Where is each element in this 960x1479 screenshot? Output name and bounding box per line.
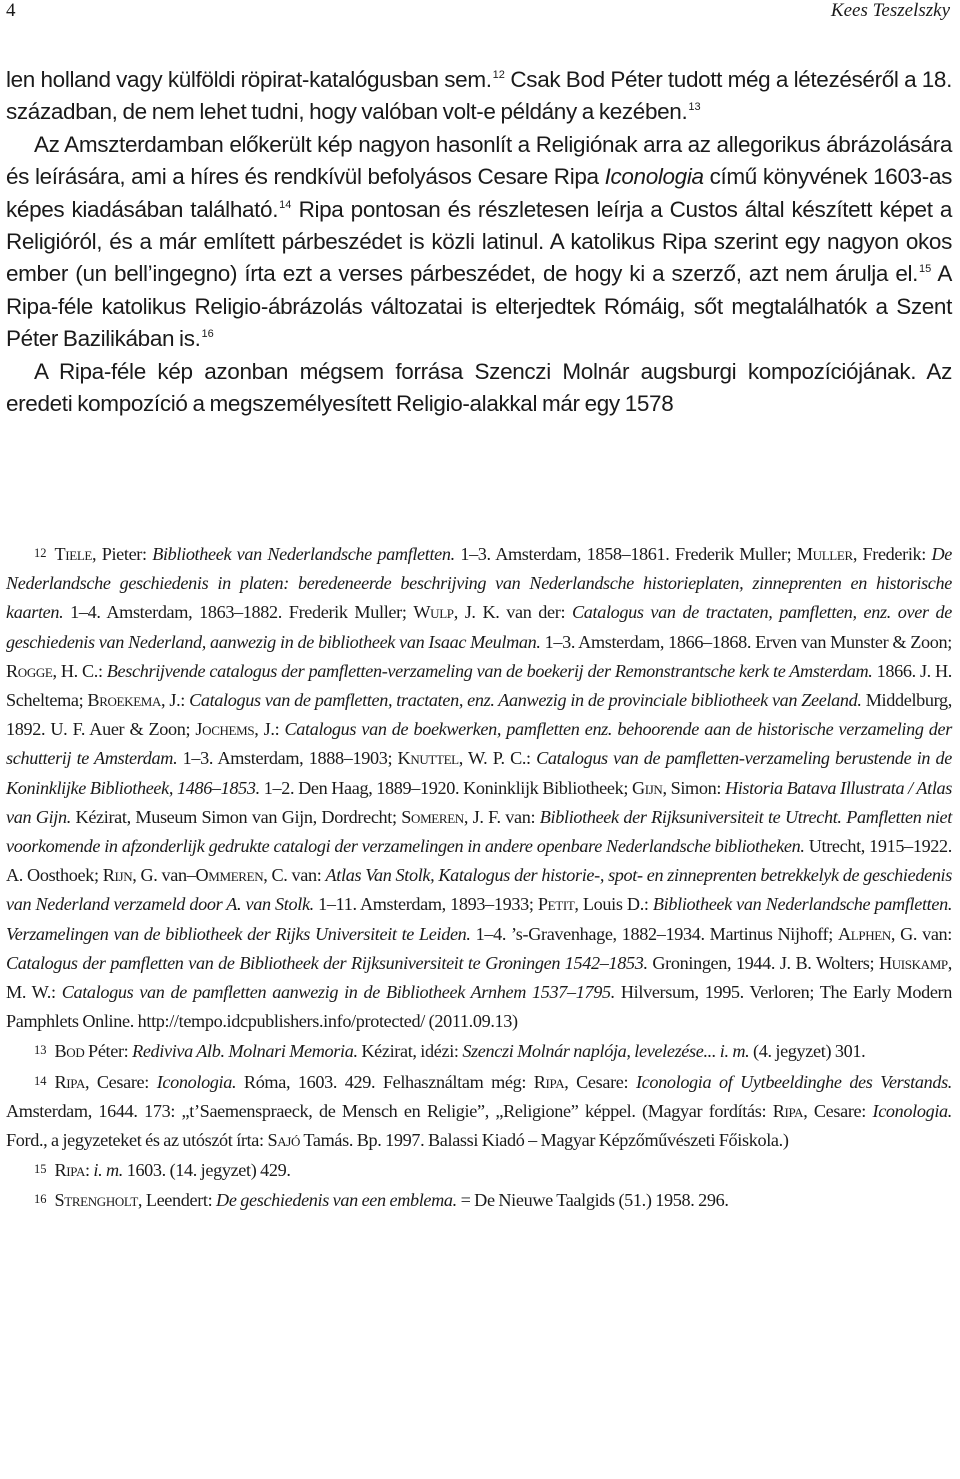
footnote-number: 13: [34, 1043, 47, 1058]
citation-title: Historia Batava Illustrata / Atlas van Gijn.: [6, 777, 953, 827]
citation-title: Bibliotheek van Nederlandsche pamfletten. Verzamelingen van de bibliotheek der Rijks Universiteit te Leiden.: [6, 894, 953, 944]
citation-text: , H. C.:: [52, 660, 107, 681]
footnote-number: 16: [34, 1192, 47, 1207]
citation-text: , Simon:: [662, 777, 725, 798]
citation-title: Catalogus van de pamfletten aanwezig in de Bibliotheek Arnhem 1537–1795.: [61, 982, 615, 1003]
citation-text: 1–4. ’s-Gravenhage, 1882–1934. Martinus Nijhoff;: [470, 923, 838, 944]
citation-text: , Cesare:: [564, 1071, 636, 1092]
footnote-13: [6, 1036, 952, 1066]
citation-text: Groningen, 1944. J. B. Wolters;: [647, 952, 879, 973]
body-text-run: című könyvének 1603-as képes kiadásában található.: [6, 164, 953, 222]
citation-text: 1–11. Amsterdam, 1893–1933;: [313, 894, 538, 915]
citation-title: Szenczi Molnár naplója, levelezése... i. m.: [462, 1041, 750, 1062]
citation-title: De geschiedenis van een emblema.: [216, 1190, 457, 1211]
citation-title: i. m.: [93, 1160, 123, 1181]
running-head: Kees Teszelszky: [830, 0, 950, 21]
citation-text: Róma, 1603. 429. Felhasználtam még:: [236, 1071, 534, 1092]
citation-text: , Cesare:: [803, 1100, 873, 1121]
citation-text: , W. P. C.:: [458, 748, 537, 769]
citation-text: Hilversum, 1995. Verloren; The Early Modern Pamphlets Online. http://tempo.idcpublishers.info/protected/ (2011.09.13): [6, 982, 952, 1032]
footnote-12: [6, 539, 952, 1036]
body-text-run: Csak Bod Péter tudott még a létezéséről a 18. században, de nem lehet tudni, hogy valóban volt-e példány a kezében.: [6, 67, 952, 125]
citation-text: Kézirat, Museum Simon van Gijn, Dordrecht;: [70, 806, 402, 827]
citation-title: De Nederlandsche geschiedenis in platen: beredeneerde beschrijving van Nederlandsche historieplaten, zinneprenten en historische kaarten.: [6, 544, 952, 623]
author-name: Ripa: [772, 1100, 804, 1121]
citation-text: , C. van:: [263, 865, 326, 886]
author-name: Gijn: [631, 777, 663, 798]
citation-text: Ford., a jegyzeteket és az utószót írta:: [6, 1130, 268, 1151]
citation-text: 1–2. Den Haag, 1889–1920. Koninklijk Bibliotheek;: [259, 777, 632, 798]
author-name: Someren: [401, 806, 464, 827]
body-text-run: A Ripa-féle kép azonban mégsem forrása Szenczi Molnár augsburgi kompozíciójának. Az eredeti kompozíció a megszemélyesített Religio-alakkal már egy 1578: [6, 358, 952, 417]
citation-text: , Leendert:: [137, 1190, 217, 1211]
citation-title: Catalogus van de pamfletten-verzameling berustende in de Koninklijke Bibliotheek, 1486–1853.: [6, 748, 952, 798]
author-name: Tiele: [54, 544, 93, 564]
author-name: Knuttel: [397, 748, 459, 769]
citation-title: Atlas Van Stolk, Katalogus der historie-, spot- en zinneprenten betrekkelyk de geschiedenis van Nederland verzameld door A. van Stolk.: [6, 865, 952, 915]
citation-title: Bibliotheek van Nederlandsche pamfletten.: [152, 544, 455, 564]
citation-text: Péter:: [84, 1041, 133, 1062]
citation-text: , J.:: [254, 719, 285, 740]
author-name: Huiskamp: [878, 952, 948, 973]
paragraph: [6, 64, 952, 129]
citation-text: , Cesare:: [85, 1071, 157, 1092]
citation-text: 1603. (14. jegyzet) 429.: [123, 1160, 291, 1181]
citation-text: , J.:: [161, 690, 190, 711]
author-name: Rijn: [102, 865, 133, 886]
citation-text: , J. K. van der:: [453, 602, 572, 623]
citation-text: :: [85, 1160, 94, 1181]
footnote-ref[interactable]: 15: [919, 263, 932, 276]
book-title: Iconologia: [604, 164, 704, 190]
citation-text: 1866. J. H. Scheltema;: [6, 660, 953, 711]
author-name: Jochems: [195, 719, 255, 740]
author-name: Wulp: [413, 602, 454, 623]
citation-text: 1–3. Amsterdam, 1888–1903;: [177, 748, 398, 769]
page-number: 4: [6, 0, 16, 21]
footnote-number: 12: [34, 546, 47, 560]
author-name: Ripa: [54, 1071, 85, 1092]
citation-title: Iconologia.: [872, 1100, 952, 1121]
footnote-ref[interactable]: 12: [492, 69, 505, 81]
footnote-14: [6, 1067, 952, 1156]
body-text-run: Az Amszterdamban előkerült kép nagyon hasonlít a Religiónak arra az allegorikus ábrázolására és leírására, ami a híres és rendkívül befolyásos Cesare Ripa: [6, 131, 952, 190]
paragraph: [6, 129, 952, 356]
author-name: Muller: [796, 544, 853, 564]
citation-title: Beschrijvende catalogus der pamfletten-verzameling van de boekerij der Remonstrantsche kerk te Amsterdam.: [106, 660, 873, 681]
body-text-run: Ripa pontosan és részletesen leírja a Custos által készített képet a Religióról, és a már említett párbeszédet is közli latinul. A katolikus Ripa szerint egy nagyon okos ember (un bell’ingegno) írta ezt a verses párbeszédet, de hogy ki a szerző, azt nem árulja el.: [6, 196, 952, 287]
citation-text: 1–4. Amsterdam, 1863–1882. Frederik Muller;: [63, 602, 414, 623]
footnote-16: [6, 1185, 952, 1215]
footnote-ref[interactable]: 16: [201, 328, 214, 341]
author-name: Ripa: [54, 1160, 85, 1181]
citation-text: Utrecht, 1915–1922. A. Oosthoek;: [6, 836, 952, 886]
citation-title: Catalogus van de pamfletten, tractaten, enz. Aanwezig in de provinciale bibliotheek van Zeeland.: [189, 690, 862, 711]
citation-text: , Frederik:: [852, 544, 932, 564]
citation-text: Tamás. Bp. 1997. Balassi Kiadó – Magyar Képzőművészeti Főiskola.): [300, 1130, 789, 1151]
author-name: Broekema: [87, 690, 162, 711]
citation-title: Bibliotheek der Rijksuniversiteit te Utrecht. Pamfletten niet voorkomende in afzonderlijk gedrukte catalogi der verzamelingen in andere openbare Nederlandsche bibliotheken.: [6, 806, 952, 857]
citation-text: 1–3. Amsterdam, 1866–1868. Erven van Munster & Zoon;: [540, 631, 952, 652]
citation-text: , G. van–: [132, 865, 196, 886]
citation-text: , J. F. van:: [463, 806, 540, 827]
footnote-number: 14: [34, 1073, 47, 1088]
citation-text: , Pieter:: [92, 544, 153, 564]
body-text-run: len holland vagy külföldi röpirat-katalógusban sem.: [6, 67, 492, 92]
footnote-15: [6, 1155, 952, 1185]
page-header: [6, 0, 954, 24]
citation-text: Kézirat, idézi:: [357, 1041, 463, 1062]
author-name: Ripa: [533, 1071, 565, 1092]
citation-title: Rediviva Alb. Molnari Memoria.: [132, 1041, 358, 1062]
citation-text: Middelburg, 1892. U. F. Auer & Zoon;: [6, 690, 952, 740]
citation-text: (4. jegyzet) 301.: [749, 1041, 866, 1062]
citation-text: = De Nieuwe Taalgids (51.) 1958. 296.: [456, 1190, 729, 1211]
citation-text: Amsterdam, 1644. 173: „t’Saemenspraeck, de Mensch en Religie”, „Religione” képpel. (Magyar fordítás:: [6, 1100, 773, 1121]
author-name: Sajó: [267, 1130, 300, 1151]
footnotes: [6, 539, 952, 1216]
body-text-run: A Ripa-féle katolikus Religio-ábrázolás változatai is elterjedtek Rómáig, sőt megtalálhatók a Szent Péter Bazilikában is.: [6, 261, 952, 352]
citation-text: 1–3. Amsterdam, 1858–1861. Frederik Muller;: [454, 544, 797, 564]
author-name: Alphen: [837, 923, 891, 944]
citation-title: Iconologia of Uytbeeldinghe des Verstands.: [635, 1071, 952, 1092]
citation-text: , G. van:: [890, 923, 952, 944]
body-text: [6, 64, 952, 420]
footnote-ref[interactable]: 13: [688, 101, 701, 114]
paragraph: [6, 356, 952, 421]
author-name: Strengholt: [54, 1190, 138, 1211]
footnote-number: 15: [34, 1162, 47, 1177]
author-name: Bod: [54, 1041, 85, 1062]
citation-title: Catalogus van de tractaten, pamfletten, enz. over de geschiedenis van Nederland, aanwezig in de bibliotheek van Isaac Meulman.: [6, 602, 952, 652]
citation-text: , Louis D.:: [574, 894, 653, 915]
author-name: Rogge: [6, 660, 53, 681]
citation-title: Catalogus van de boekwerken, pamfletten enz. behoorende aan de historische verzameling der schutterij te Amsterdam.: [6, 719, 953, 769]
citation-title: Iconologia.: [156, 1071, 237, 1092]
author-name: Ommeren: [195, 865, 264, 886]
footnote-ref[interactable]: 14: [279, 198, 292, 211]
citation-title: Catalogus der pamfletten van de Bibliotheek der Rijksuniversiteit te Groningen 1542–1853.: [6, 952, 648, 973]
author-name: Petit: [537, 894, 575, 915]
citation-text: , M. W.:: [6, 952, 952, 1003]
